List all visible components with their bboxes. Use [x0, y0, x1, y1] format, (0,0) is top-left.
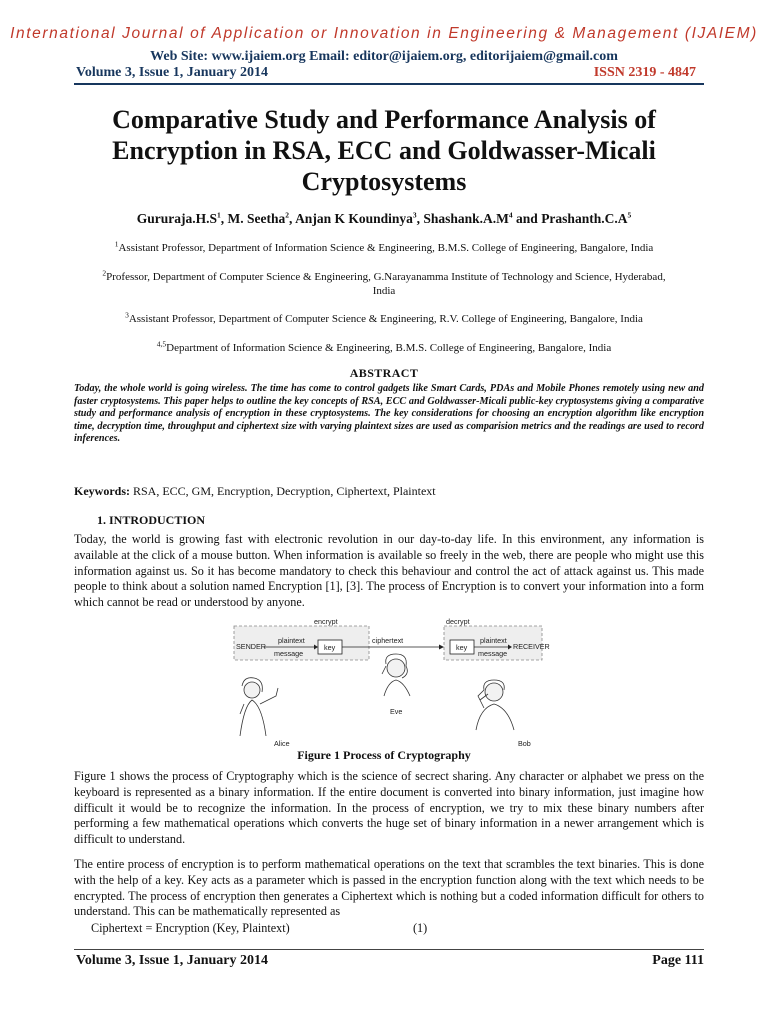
paper-title: Comparative Study and Performance Analysis of Encryption in RSA, ECC and Goldwasser-Micali Cryptosystems	[112, 105, 656, 196]
affiliation-text: Professor, Department of Computer Science & Engineering, G.Narayanamma Institute of Technology and Science, Hyderabad, India	[106, 271, 666, 297]
author-sup: 1	[217, 210, 221, 220]
author-sup: 5	[627, 210, 632, 220]
journal-title: International Journal of Application or Innovation in Engineering & Management (IJAIEM)	[10, 25, 758, 42]
affiliation-sup: 1	[114, 239, 119, 249]
header-volume: Volume 3, Issue 1, January 2014	[76, 65, 269, 80]
intro-paragraph-2: Figure 1 shows the process of Cryptography which is the science of secrect sharing. Any character or alphabet we press on the keyboard is represented as a binary information. If the entire document is converted into binary information, just imagine how difficult it would be to recognize the information. In the process of encryption, we try to mix these binary numbers after performing a few mathematical operations which converts the huge set of binary information in a newer arrangement which is difficult to understand.	[74, 769, 704, 847]
footer-page-number: Page 111	[652, 953, 704, 968]
affiliation-4	[90, 341, 678, 355]
sender-plaintext-label: plaintext	[278, 636, 305, 645]
author-sep: ,	[416, 211, 424, 226]
author-name: Gururaja.H.S	[136, 211, 218, 226]
affiliation-text: Department of Information Science & Engineering, B.M.S. College of Engineering, Bangalore, India	[166, 342, 612, 354]
affiliation-sup: 2	[102, 268, 107, 278]
affiliation-sup: 4,5	[156, 339, 167, 349]
encrypt-label: encrypt	[314, 617, 338, 626]
abstract-heading: ABSTRACT	[349, 366, 419, 380]
cryptography-figure	[232, 617, 550, 748]
equation-1	[91, 921, 428, 936]
receiver-plaintext-label: plaintext	[480, 636, 507, 645]
alice-label: Alice	[274, 739, 290, 748]
author-name: M. Seetha	[227, 211, 286, 226]
affiliation-1	[90, 241, 678, 255]
alice-illustration	[240, 678, 278, 736]
author-sup: 4	[508, 210, 513, 220]
keywords	[74, 484, 704, 499]
author-sep: and	[512, 211, 542, 226]
sender-message-label: message	[274, 649, 304, 658]
author-sup: 2	[285, 210, 290, 220]
equation-text: Ciphertext = Encryption (Key, Plaintext)	[91, 921, 290, 935]
affiliation-3	[90, 312, 678, 326]
footer-rule	[74, 949, 704, 950]
abstract-text: Today, the whole world is going wireless. The time has come to control gadgets like Smart Cards, PDAs and Mobile Phones remotely using new and faster cryptosystems. This paper helps to outline the key concepts of RSA, ECC and Goldwasser-Micali public-key cryptosystems giving a comparative study and performance analysis of encryption in these cryptosystems. The key considerations for choosing an encryption algorithm like encryption time, decryption time, throughput and ciphertext size with varying plaintext sizes are used as comparision metrics and the readings are used to record inferences.	[74, 383, 704, 444]
affiliation-text: Assistant Professor, Department of Computer Science & Engineering, R.V. College of Engineering, Bangalore, India	[128, 313, 643, 325]
bob-label: Bob	[518, 739, 531, 748]
eve-illustration	[382, 654, 410, 696]
intro-paragraph-1: Today, the world is growing fast with electronic revolution in our day-to-day life. In this environment, any information is available at the click of a mouse button. When information is available so freely in the web, there are people who might use this information against us. So it has become mandatory to check this behaviour and control the act of attack against us. This made people to think about a solution named Encryption [1], [3]. The process of Encryption is to convert your information into a form which cannot be read or understood by anyone.	[74, 532, 704, 610]
bob-illustration	[476, 680, 514, 730]
author-name: Anjan K Koundinya	[295, 211, 413, 226]
journal-website: Web Site: www.ijaiem.org Email: editor@ijaiem.org, editorijaiem@gmail.com	[150, 49, 618, 64]
sender-label: SENDER	[236, 642, 266, 651]
author-list	[0, 211, 768, 227]
encrypt-key-label: key	[324, 643, 336, 652]
footer-volume: Volume 3, Issue 1, January 2014	[76, 953, 269, 968]
intro-paragraph-3: The entire process of encryption is to perform mathematical operations on the text that scrambles the text binaries. This is done with the help of a key. Key acts as a parameter which is passed in the encryption function along with the text which needs to be encrypted. The process of encryption then generates a Ciphertext which is nothing but a coded information difficult for others to understand. This can be mathematically represented as	[74, 857, 704, 919]
keywords-label: Keywords:	[74, 484, 130, 498]
author-name: Prashanth.C.A	[541, 211, 628, 226]
receiver-message-label: message	[478, 649, 508, 658]
affiliation-sup: 3	[125, 310, 129, 320]
author-sep: ,	[220, 211, 228, 226]
affiliation-2	[90, 270, 678, 298]
ciphertext-arrowhead	[439, 645, 444, 650]
ciphertext-label: ciphertext	[372, 636, 404, 645]
section-heading-introduction: 1. INTRODUCTION	[97, 513, 206, 527]
decrypt-key-label: key	[456, 643, 468, 652]
decrypt-label: decrypt	[446, 617, 470, 626]
keywords-list: RSA, ECC, GM, Encryption, Decryption, Ciphertext, Plaintext	[133, 484, 436, 498]
header-issn: ISSN 2319 - 4847	[593, 65, 696, 80]
author-name: Shashank.A.M	[423, 211, 509, 226]
equation-number: (1)	[413, 921, 428, 935]
receiver-label: RECEIVER	[513, 642, 550, 651]
author-sep: ,	[289, 211, 296, 226]
eve-label: Eve	[390, 707, 403, 716]
author-sup: 3	[412, 210, 417, 220]
header-rule	[74, 83, 704, 85]
affiliation-text: Assistant Professor, Department of Information Science & Engineering, B.M.S. College of Engineering, Bangalore, India	[118, 242, 654, 254]
figure-caption: Figure 1 Process of Cryptography	[297, 748, 471, 762]
